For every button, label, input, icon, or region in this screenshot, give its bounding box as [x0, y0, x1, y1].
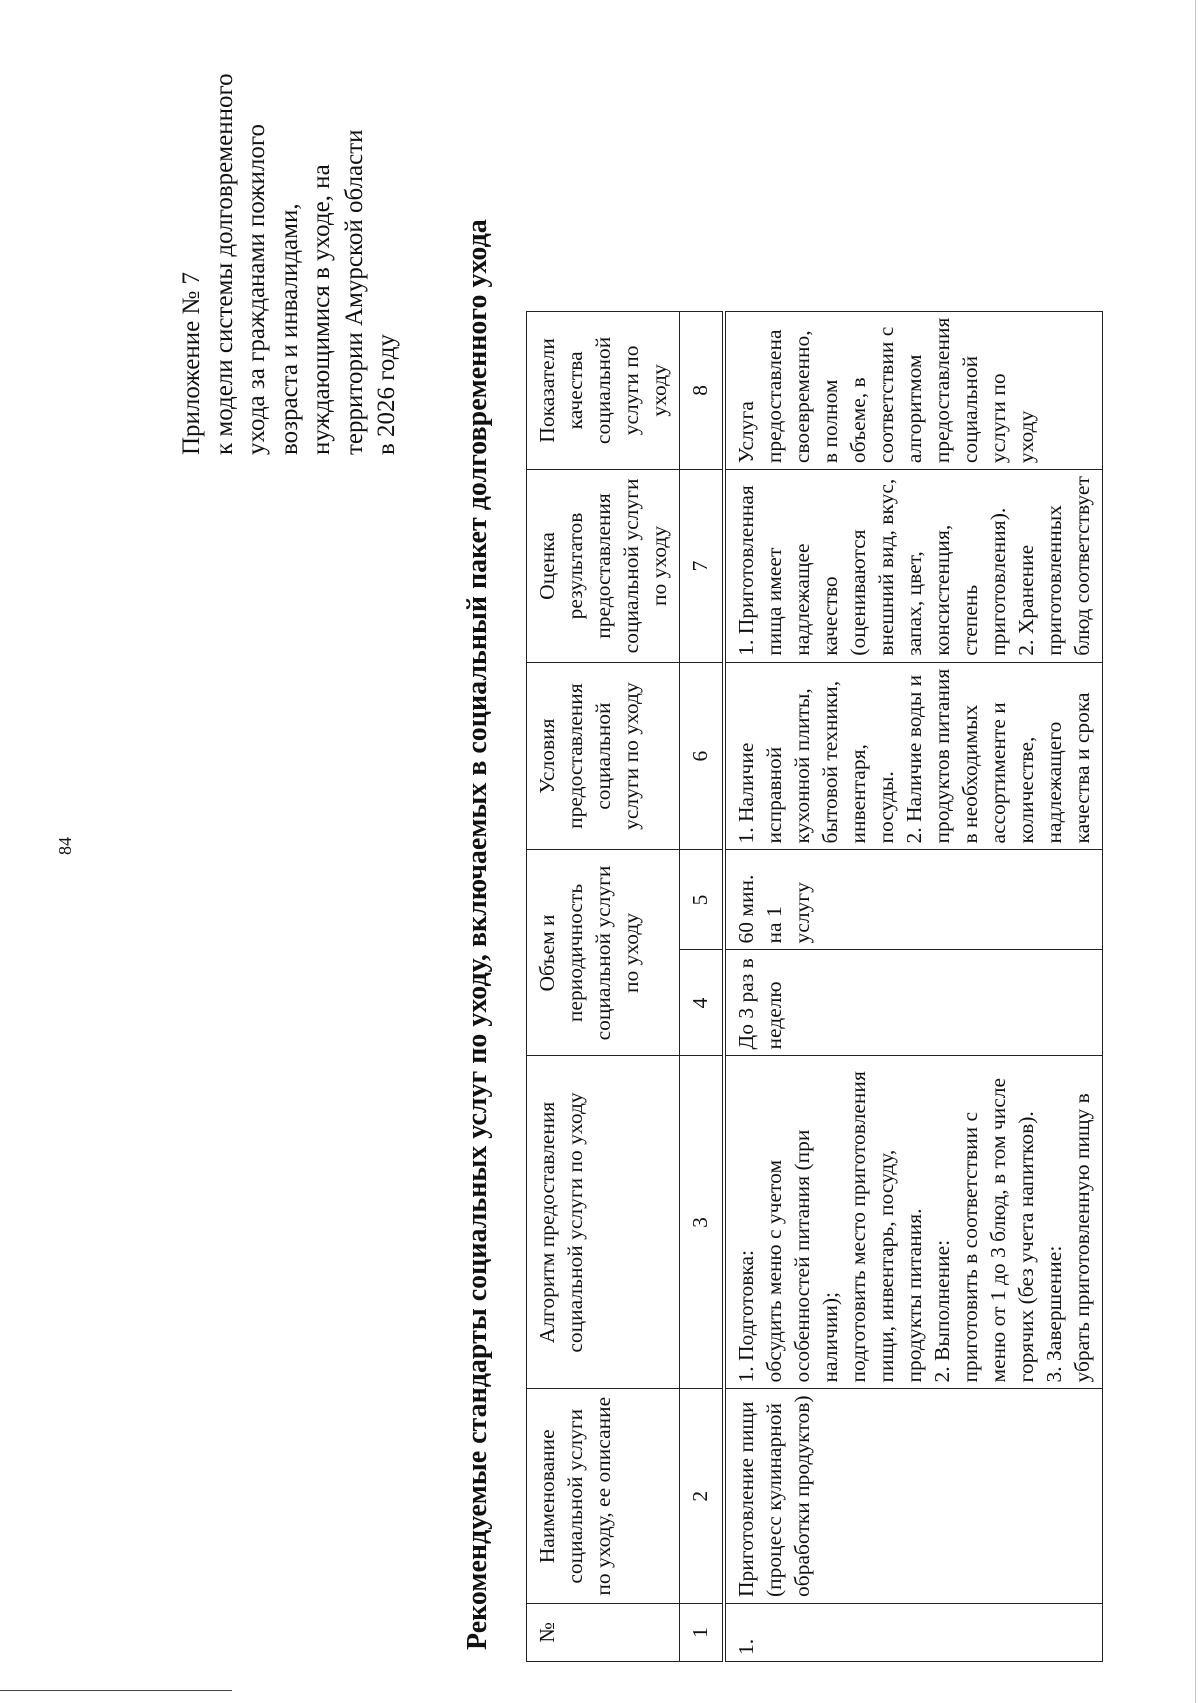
column-number: 5	[680, 850, 725, 950]
cell-line: приготовить в соответствии с	[958, 1111, 982, 1383]
document-title: Рекомендуемые стандарты социальных услуг по уходу, включаемых в социальный пакет долговременного ухода	[462, 219, 493, 1650]
header-evaluation: Оценка результатов предоставления социальной услуги по уходу	[527, 470, 680, 663]
appendix-line: ухода за гражданами пожилого	[243, 124, 270, 455]
column-number: 6	[680, 662, 725, 850]
cell-line: в необходимых	[958, 704, 982, 844]
cell-line: обсудить меню с учетом	[762, 1159, 786, 1383]
cell-line: услугу	[790, 882, 814, 944]
cell-line: объеме, в	[846, 377, 870, 464]
cell-line: Приготовление пищи	[734, 1401, 758, 1597]
cell-line: подготовить место приготовления	[846, 1071, 870, 1383]
appendix-line: территории Амурской области	[340, 129, 368, 455]
cell-line: степень	[958, 584, 982, 656]
conditions-cell	[724, 662, 1103, 850]
cell-line: услуги по	[986, 373, 1010, 464]
cell-line: надлежащего	[1042, 721, 1066, 844]
appendix-line: к модели системы долговременного	[210, 73, 238, 455]
cell-line: 60 мин.	[734, 874, 758, 944]
column-number: 8	[680, 311, 725, 470]
cell-line: внешний вид, вкус,	[874, 478, 898, 656]
cell-line: уходу	[1014, 410, 1038, 464]
cell-line: наличии);	[818, 1292, 842, 1383]
cell-line: своевременно,	[790, 330, 814, 464]
cell-line: продукты питания.	[902, 1208, 926, 1383]
cell-line: посуды.	[874, 771, 898, 844]
rotated-page-content	[12, 50, 1132, 1655]
quality-indicators-cell	[724, 311, 1103, 470]
cell-line: надлежащее	[790, 543, 814, 656]
cell-line: запах, цвет,	[902, 551, 926, 656]
service-name-cell	[724, 1389, 1103, 1604]
cell-line: 2. Выполнение:	[930, 1239, 954, 1383]
appendix-line: возраста и инвалидами,	[275, 203, 303, 455]
cell-line: бытовой техники,	[818, 680, 842, 844]
cell-line: меню от 1 до 3 блюд, в том числе	[986, 1077, 1010, 1383]
cell-line: пища имеет	[762, 547, 786, 656]
cell-line: 2. Наличие воды и	[902, 674, 926, 844]
column-number: 4	[680, 950, 725, 1056]
header-row	[527, 311, 680, 1661]
standards-table	[526, 311, 1103, 1662]
cell-line: До 3 раз в	[734, 958, 758, 1050]
cell-line: соответствии с	[874, 326, 898, 464]
cell-line: приготовления).	[986, 507, 1010, 656]
header-quality-indicators: Показатели качества социальной услуги по уходу	[527, 311, 680, 470]
cell-line: в полном	[818, 379, 842, 464]
appendix-header	[176, 35, 404, 455]
cell-line: (оцениваются	[846, 529, 870, 656]
duration-cell	[724, 850, 1103, 950]
cell-line: (процесс кулинарной	[762, 1403, 786, 1597]
header-number: №	[527, 1604, 680, 1662]
algorithm-cell	[724, 1056, 1103, 1389]
cell-line: 1. Подготовка:	[734, 1249, 758, 1383]
column-number: 2	[680, 1389, 725, 1604]
column-number: 3	[680, 1056, 725, 1389]
cell-line: на 1	[762, 906, 786, 944]
cell-line: 3. Завершение:	[1042, 1245, 1066, 1383]
column-number: 7	[680, 470, 725, 663]
cell-line: пищи, инвентарь, посуду,	[874, 1149, 898, 1383]
cell-line: обработки продуктов)	[790, 1395, 814, 1597]
cell-line: 1. Приготовленная	[734, 485, 758, 656]
cell-line: алгоритмом	[902, 354, 926, 464]
scan-edge-line	[1195, 0, 1196, 1703]
header-conditions: Условия предоставления социальной услуги по уходу	[527, 662, 680, 850]
cell-line: предоставления	[930, 317, 954, 464]
header-service-name: Наименование социальной услуги по уходу, ее описание	[527, 1389, 680, 1604]
header-volume-frequency: Объем и периодичность социальной услуги по уходу	[527, 850, 680, 1056]
cell-line: горячих (без учета напитков).	[1014, 1111, 1038, 1383]
cell-line: количестве,	[1014, 736, 1038, 844]
appendix-line: Приложение № 7	[178, 271, 205, 455]
cell-line: исправной	[762, 746, 786, 844]
cell-line: 1. Наличие	[734, 742, 758, 844]
cell-line: инвентаря,	[846, 744, 870, 844]
cell-line: кухонной плиты,	[790, 688, 814, 844]
cell-line: ассортименте и	[986, 702, 1010, 844]
cell-line: социальной	[958, 355, 982, 464]
cell-line: приготовленных	[1042, 504, 1066, 656]
cell-line: особенностей питания (при	[790, 1129, 814, 1383]
evaluation-cell	[724, 470, 1103, 663]
frequency-cell	[724, 950, 1103, 1056]
cell-line: Услуга	[734, 401, 758, 464]
cell-line: неделю	[762, 981, 786, 1050]
column-numbers-row	[680, 311, 725, 1661]
header-algorithm: Алгоритм предоставления социальной услуги по уходу	[527, 1056, 680, 1389]
cell-line: консистенция,	[930, 524, 954, 656]
cell-line: продуктов питания	[930, 668, 954, 844]
cell-line: блюд соответствует	[1070, 476, 1094, 656]
cell-line: качества и срока	[1070, 692, 1094, 844]
footnote-rule	[0, 1690, 232, 1691]
row-number: 1.	[724, 1604, 1103, 1662]
column-number: 1	[680, 1604, 725, 1662]
appendix-line: нуждающимися в уходе, на	[308, 164, 335, 455]
cell-line: 2. Хранение	[1014, 544, 1038, 656]
table-row	[724, 311, 1103, 1661]
cell-line: качество	[818, 576, 842, 656]
cell-line: предоставлена	[762, 329, 786, 464]
cell-line: убрать приготовленную пищу в	[1070, 1093, 1094, 1383]
page-number: 84	[55, 837, 75, 855]
appendix-line: в 2026 году	[373, 334, 400, 455]
